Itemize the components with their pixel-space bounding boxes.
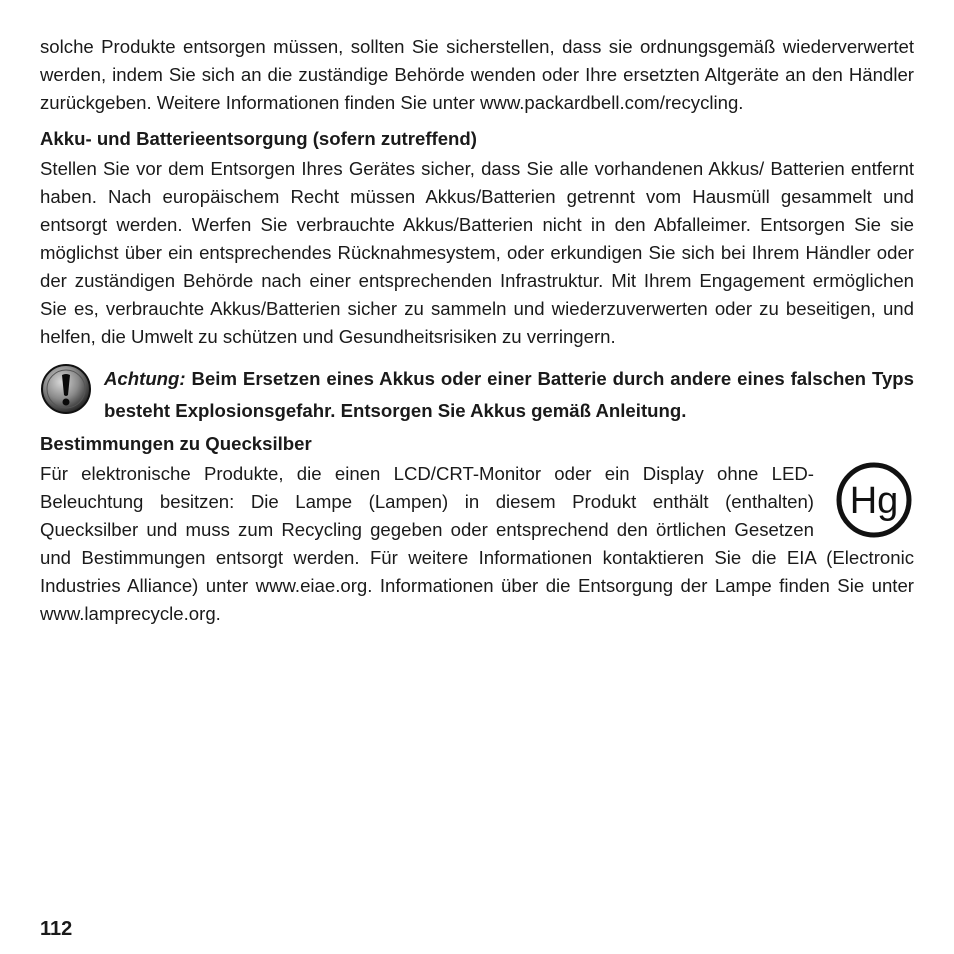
warning-text: Beim Ersetzen eines Akkus oder einer Batterie durch andere eines falschen Typs besteht Explosionsgefahr. Entsorgen Sie Akkus gemäß Anleitung.: [104, 368, 914, 421]
page-number: 112: [40, 918, 73, 940]
warning-exclamation-icon: [40, 363, 92, 415]
warning-note: [40, 363, 914, 427]
mercury-heading: Bestimmungen zu Quecksilber: [40, 433, 312, 454]
intro-paragraph: solche Produkte entsorgen müssen, sollten Sie sicherstellen, dass sie ordnungsgemäß wiederverwertet werden, indem Sie sich an die zuständige Behörde wenden oder Ihre ersetzten Altgeräte an den Händler zurückgeben. Weitere Informationen finden Sie unter www.packardbell.com/recycling.: [40, 36, 914, 113]
battery-disposal-paragraph: Stellen Sie vor dem Entsorgen Ihres Gerätes sicher, dass Sie alle vorhandenen Akkus/ Batterien entfernt haben. Nach europäischem Recht müssen Akkus/Batterien getrennt vom Hausmüll gesammelt und entsorgt werden. Werfen Sie verbrauchte Akkus/Batterien nicht in den Abfalleimer. Entsorgen Sie sie möglichst über ein entsprechendes Rücknahmesystem, oder erkundigen Sie sich bei Ihrem Händler oder der zuständigen Behörde nach einer entsprechenden Infrastruktur. Mit Ihrem Engagement ermöglichen Sie es, verbrauchte Akkus/Batterien sicher zu sammeln und wiederzuverwerten oder zu beseitigen, und helfen, die Umwelt zu schützen und Gesundheitsrisiken zu verringern.: [40, 158, 914, 347]
mercury-paragraph: Für elektronische Produkte, die einen LCD/CRT-Monitor oder ein Display ohne LED-Beleuchtung besitzen: Die Lampe (Lampen) in diesem Produkt enthält (enthalten) Quecksilber und muss zum Recycling gegeben oder entsprechend den örtlichen Gesetzen und Bestimmungen entsorgt werden. Für weitere Informationen kontaktieren Sie die EIA (Electronic Industries Alliance) unter www.eiae.org. Informationen über die Entsorgung der Lampe finden Sie unter www.lamprecycle.org.: [40, 463, 914, 624]
document-page: [40, 33, 914, 628]
hg-symbol-label: Hg: [849, 480, 899, 522]
mercury-hg-icon: [834, 460, 914, 540]
warning-lead: Achtung:: [104, 368, 186, 389]
battery-disposal-heading: Akku- und Batterieentsorgung (sofern zutreffend): [40, 128, 477, 149]
mercury-block: [40, 460, 914, 628]
